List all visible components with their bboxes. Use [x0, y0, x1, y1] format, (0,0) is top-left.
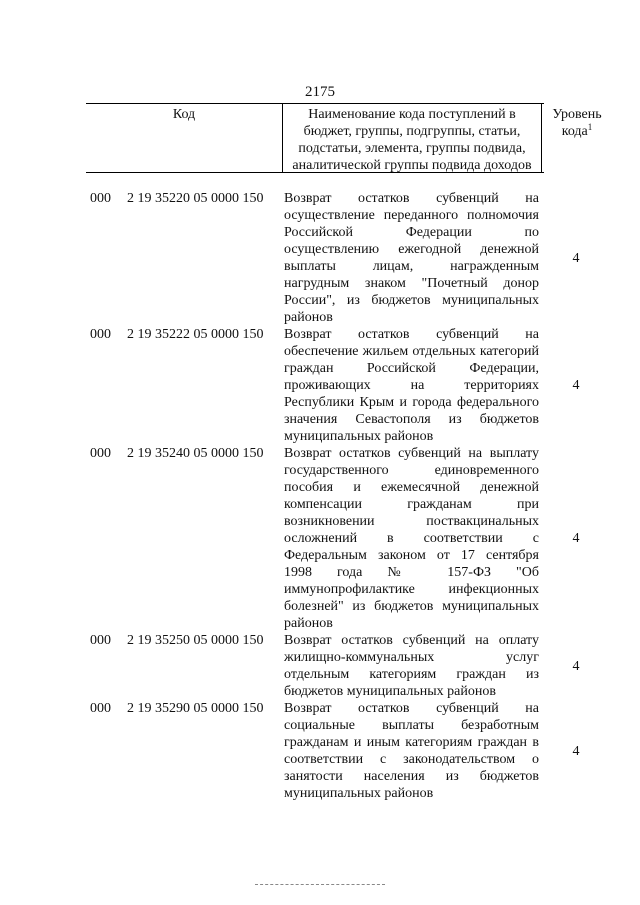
income-name: Возврат остатков субвенций на оплату жилищно-коммунальных услуг отдельным категориям граждан из бюджетов муниципальных районов	[284, 633, 539, 699]
income-name: Возврат остатков субвенций на выплату государственного единовременного пособия и ежемесячной денежной компенсации гражданам при возникновении поствакцинальных осложнений в соответствии с Федеральным законом от 17 сентября 1998 года № 157-ФЗ "Об иммунопрофилактике инфекционных болезней" из бюджетов муниципальных районов	[284, 446, 539, 631]
code-level: 4	[572, 250, 580, 266]
admin-code: 000	[90, 633, 111, 648]
table-row	[0, 326, 640, 445]
budget-code: 2 19 35220 05 0000 150	[127, 191, 264, 206]
table-row	[0, 700, 640, 802]
admin-code: 000	[90, 446, 111, 461]
footer-divider	[255, 884, 385, 885]
admin-code: 000	[90, 701, 111, 716]
code-level: 4	[572, 743, 580, 759]
header-level	[541, 106, 613, 140]
table-row	[0, 190, 640, 326]
admin-code: 000	[90, 327, 111, 342]
budget-code: 2 19 35290 05 0000 150	[127, 701, 264, 716]
income-name: Возврат остатков субвенций на социальные выплаты безработным гражданам и иным категориям граждан в соответствии с законодательством о занятости населения из бюджетов муниципальных районов	[284, 701, 539, 801]
income-name: Возврат остатков субвенций на обеспечение жильем отдельных категорий граждан Российской Федерации, проживающих на территориях Республики Крым и города федерального значения Севастополя из бюджетов муниципальных районов	[284, 327, 539, 444]
table-header	[86, 103, 602, 173]
table-body	[0, 190, 640, 802]
code-level: 4	[572, 531, 580, 546]
income-name: Возврат остатков субвенций на осуществление переданного полномочия Российской Федерации по осуществлению ежегодной денежной выплаты лицам, награжденным нагрудным знаком "Почетный донор России", из бюджетов муниципальных районов	[284, 191, 539, 325]
code-level: 4	[572, 378, 580, 393]
code-level: 4	[572, 658, 580, 674]
header-name: Наименование кода поступлений в бюджет, группы, подгруппы, статьи, подстатьи, элемента, группы подвида, аналитической группы подвида доходов	[292, 107, 532, 173]
header-level-label: Уровень кода	[552, 107, 602, 139]
budget-code: 2 19 35250 05 0000 150	[127, 633, 264, 648]
budget-code: 2 19 35240 05 0000 150	[127, 446, 264, 461]
page-number: 2175	[305, 84, 335, 100]
table-row	[0, 445, 640, 632]
table-row	[0, 632, 640, 700]
budget-code: 2 19 35222 05 0000 150	[127, 327, 264, 342]
header-code: Код	[172, 107, 196, 122]
header-level-footnote: 1	[587, 122, 593, 132]
admin-code: 000	[90, 191, 111, 206]
